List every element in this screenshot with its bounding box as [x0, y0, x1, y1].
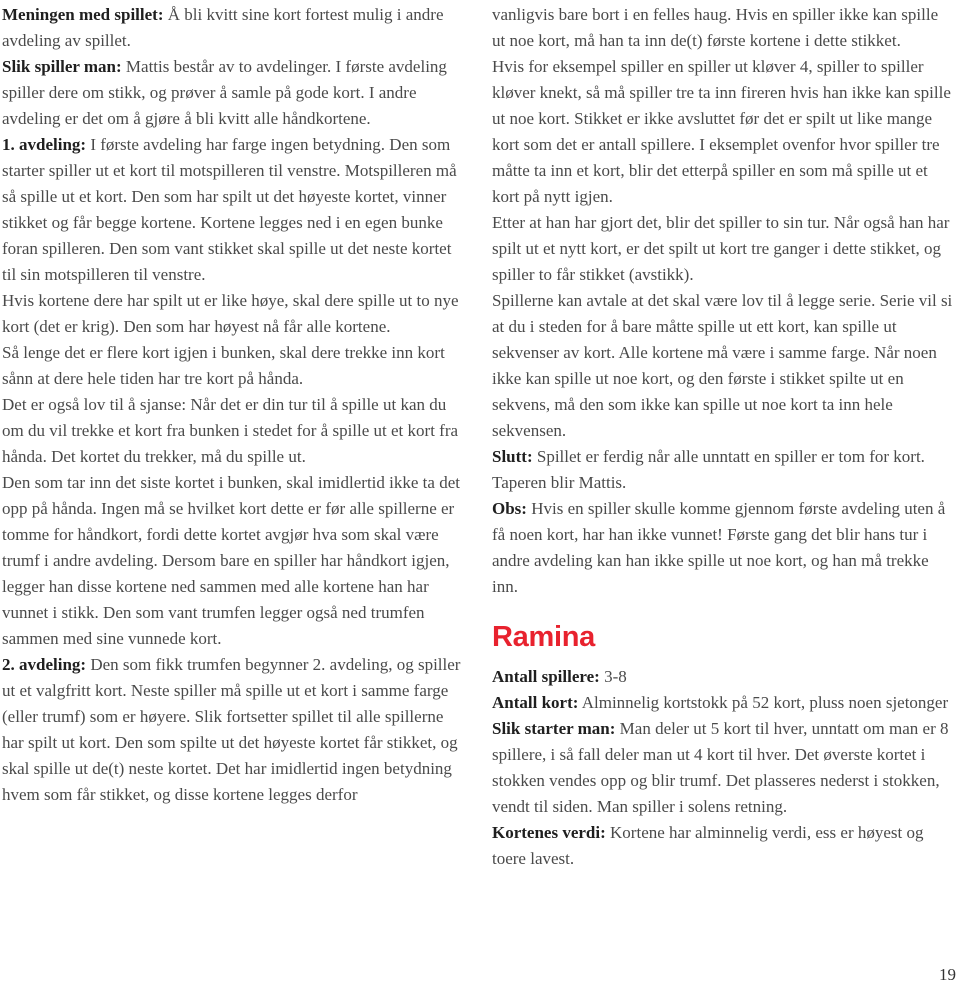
- label-note: Obs:: [492, 499, 527, 518]
- paragraph-players: Antall spillere: 3-8: [492, 667, 627, 686]
- paragraph-how-to-play: Slik spiller man: Mattis består av to avdelinger. I første avdeling spiller dere om stikk, og prøver å samle på gode kort. I andre avdeling er det om å gjøre å bli kvitt alle håndkortene.: [2, 57, 447, 128]
- paragraph-goal: Meningen med spillet: Å bli kvitt sine kort fortest mulig i andre avdeling av spillet.: [2, 5, 444, 50]
- label-how-to-play: Slik spiller man:: [2, 57, 122, 76]
- section-heading-ramina: Ramina: [492, 621, 595, 653]
- paragraph-end: Slutt: Spillet er ferdig når alle unntatt en spiller er tom for kort. Taperen blir Mattis.: [492, 447, 925, 492]
- paragraph-chance: Det er også lov til å sjanse: Når det er din tur til å spille ut kan du om du vil trekke et kort fra bunken i stedet for å spille ut et kort fra hånda. Det kortet du trekker, må du spille ut.: [2, 395, 459, 466]
- paragraph-start: Slik starter man: Man deler ut 5 kort til hver, unntatt om man er 8 spillere, i så fall deler man ut 4 kort til hver. Det øverste kortet i stokken vendes opp og blir trumf. Det plasseres nederst i stokken, vendt til siden. Man spiller i solens retning.: [492, 719, 949, 816]
- paragraph-war: Hvis kortene dere har spilt ut er like høye, skal dere spille ut to nye kort (det er krig). Den som har høyest nå får alle kortene.: [2, 291, 459, 336]
- label-players: Antall spillere:: [492, 667, 600, 686]
- right-column: [492, 2, 954, 872]
- paragraph-cards: Antall kort: Alminnelig kortstokk på 52 kort, pluss noen sjetonger: [492, 693, 949, 712]
- paragraph-card-value: Kortenes verdi: Kortene har alminnelig verdi, ess er høyest og toere lavest.: [492, 823, 924, 868]
- paragraph-last-card: Den som tar inn det siste kortet i bunken, skal imidlertid ikke ta det opp på hånda. Ingen må se hvilket kort dette er før alle spillerne er tomme for håndkort, fordi dette kortet avgjør hva som skal være trumf i andre avdeling. Dersom bare en spiller har håndkort igjen, legger han disse kortene ned sammen med alle kortene han har vunnet i stikk. Den som vant trumfen legger også ned trumfen sammen med sine vunnede kort.: [2, 473, 460, 648]
- label-cards: Antall kort:: [492, 693, 579, 712]
- paragraph-second-round: 2. avdeling: Den som fikk trumfen begynner 2. avdeling, og spiller ut et valgfritt kort. Neste spiller må spille ut et kort i samme farge (eller trumf) som er høyere. Slik fortsetter spillet til alle spillerne har spilt ut kort. Den som spilte ut det høyeste kortet får stikket, og skal spille ut de(t) neste kortet. Det har imidlertid ingen betydning hvem som får stikket, og disse kortene legges derfor: [2, 655, 461, 804]
- label-first-round: 1. avdeling:: [2, 135, 87, 154]
- page-number: 19: [939, 965, 956, 984]
- label-second-round: 2. avdeling:: [2, 655, 87, 674]
- label-goal: Meningen med spillet:: [2, 5, 164, 24]
- paragraph-note: Obs: Hvis en spiller skulle komme gjennom første avdeling uten å få noen kort, har han ikke vunnet! Første gang det blir hans tur i andre avdeling kan han ikke spille ut noe kort, og han må trekke inn.: [492, 499, 946, 596]
- paragraph-avstikk: Etter at han har gjort det, blir det spiller to sin tur. Når også han har spilt ut et nytt kort, er det spilt ut kort tre ganger i dette stikket, og spiller to får stikket (avstikk).: [492, 213, 950, 284]
- paragraph-example: Hvis for eksempel spiller en spiller ut kløver 4, spiller to spiller kløver knekt, så må spiller tre ta inn fireren hvis han ikke kan spille ut noe kort. Stikket er ikke avsluttet før det er spilt ut like mange kort som det er antall spillere. I eksemplet ovenfor hvor spiller tre måtte ta inn et kort, blir det etterpå spiller en som må spille ut et kort på nytt igjen.: [492, 57, 951, 206]
- paragraph-first-round: 1. avdeling: I første avdeling har farge ingen betydning. Den som starter spiller ut et kort til motspilleren til venstre. Motspilleren må så spille ut et kort. Den som har spilt ut det høyeste kortet, vinner stikket og får begge kortene. Kortene legges ned i en egen bunke foran spilleren. Den som vant stikket skal spille ut det neste kortet til sin motspilleren til venstre.: [2, 135, 457, 284]
- paragraph-series: Spillerne kan avtale at det skal være lov til å legge serie. Serie vil si at du i steden for å bare måtte spille ut ett kort, kan spille ut sekvenser av kort. Alle kortene må være i samme farge. Når noen ikke kan spille ut noe kort, og den første i stikket spilte ut en sekvens, må den som ikke kan spille ut noe kort ta inn hele sekvensen.: [492, 291, 953, 440]
- paragraph-draw: Så lenge det er flere kort igjen i bunken, skal dere trekke inn kort sånn at dere hele tiden har tre kort på hånda.: [2, 343, 445, 388]
- label-card-value: Kortenes verdi:: [492, 823, 606, 842]
- label-end: Slutt:: [492, 447, 533, 466]
- label-start: Slik starter man:: [492, 719, 616, 738]
- left-column: [2, 2, 464, 808]
- paragraph-continued: vanligvis bare bort i en felles haug. Hvis en spiller ikke kan spille ut noe kort, må han ta inn de(t) første kortene i dette stikket.: [492, 5, 939, 50]
